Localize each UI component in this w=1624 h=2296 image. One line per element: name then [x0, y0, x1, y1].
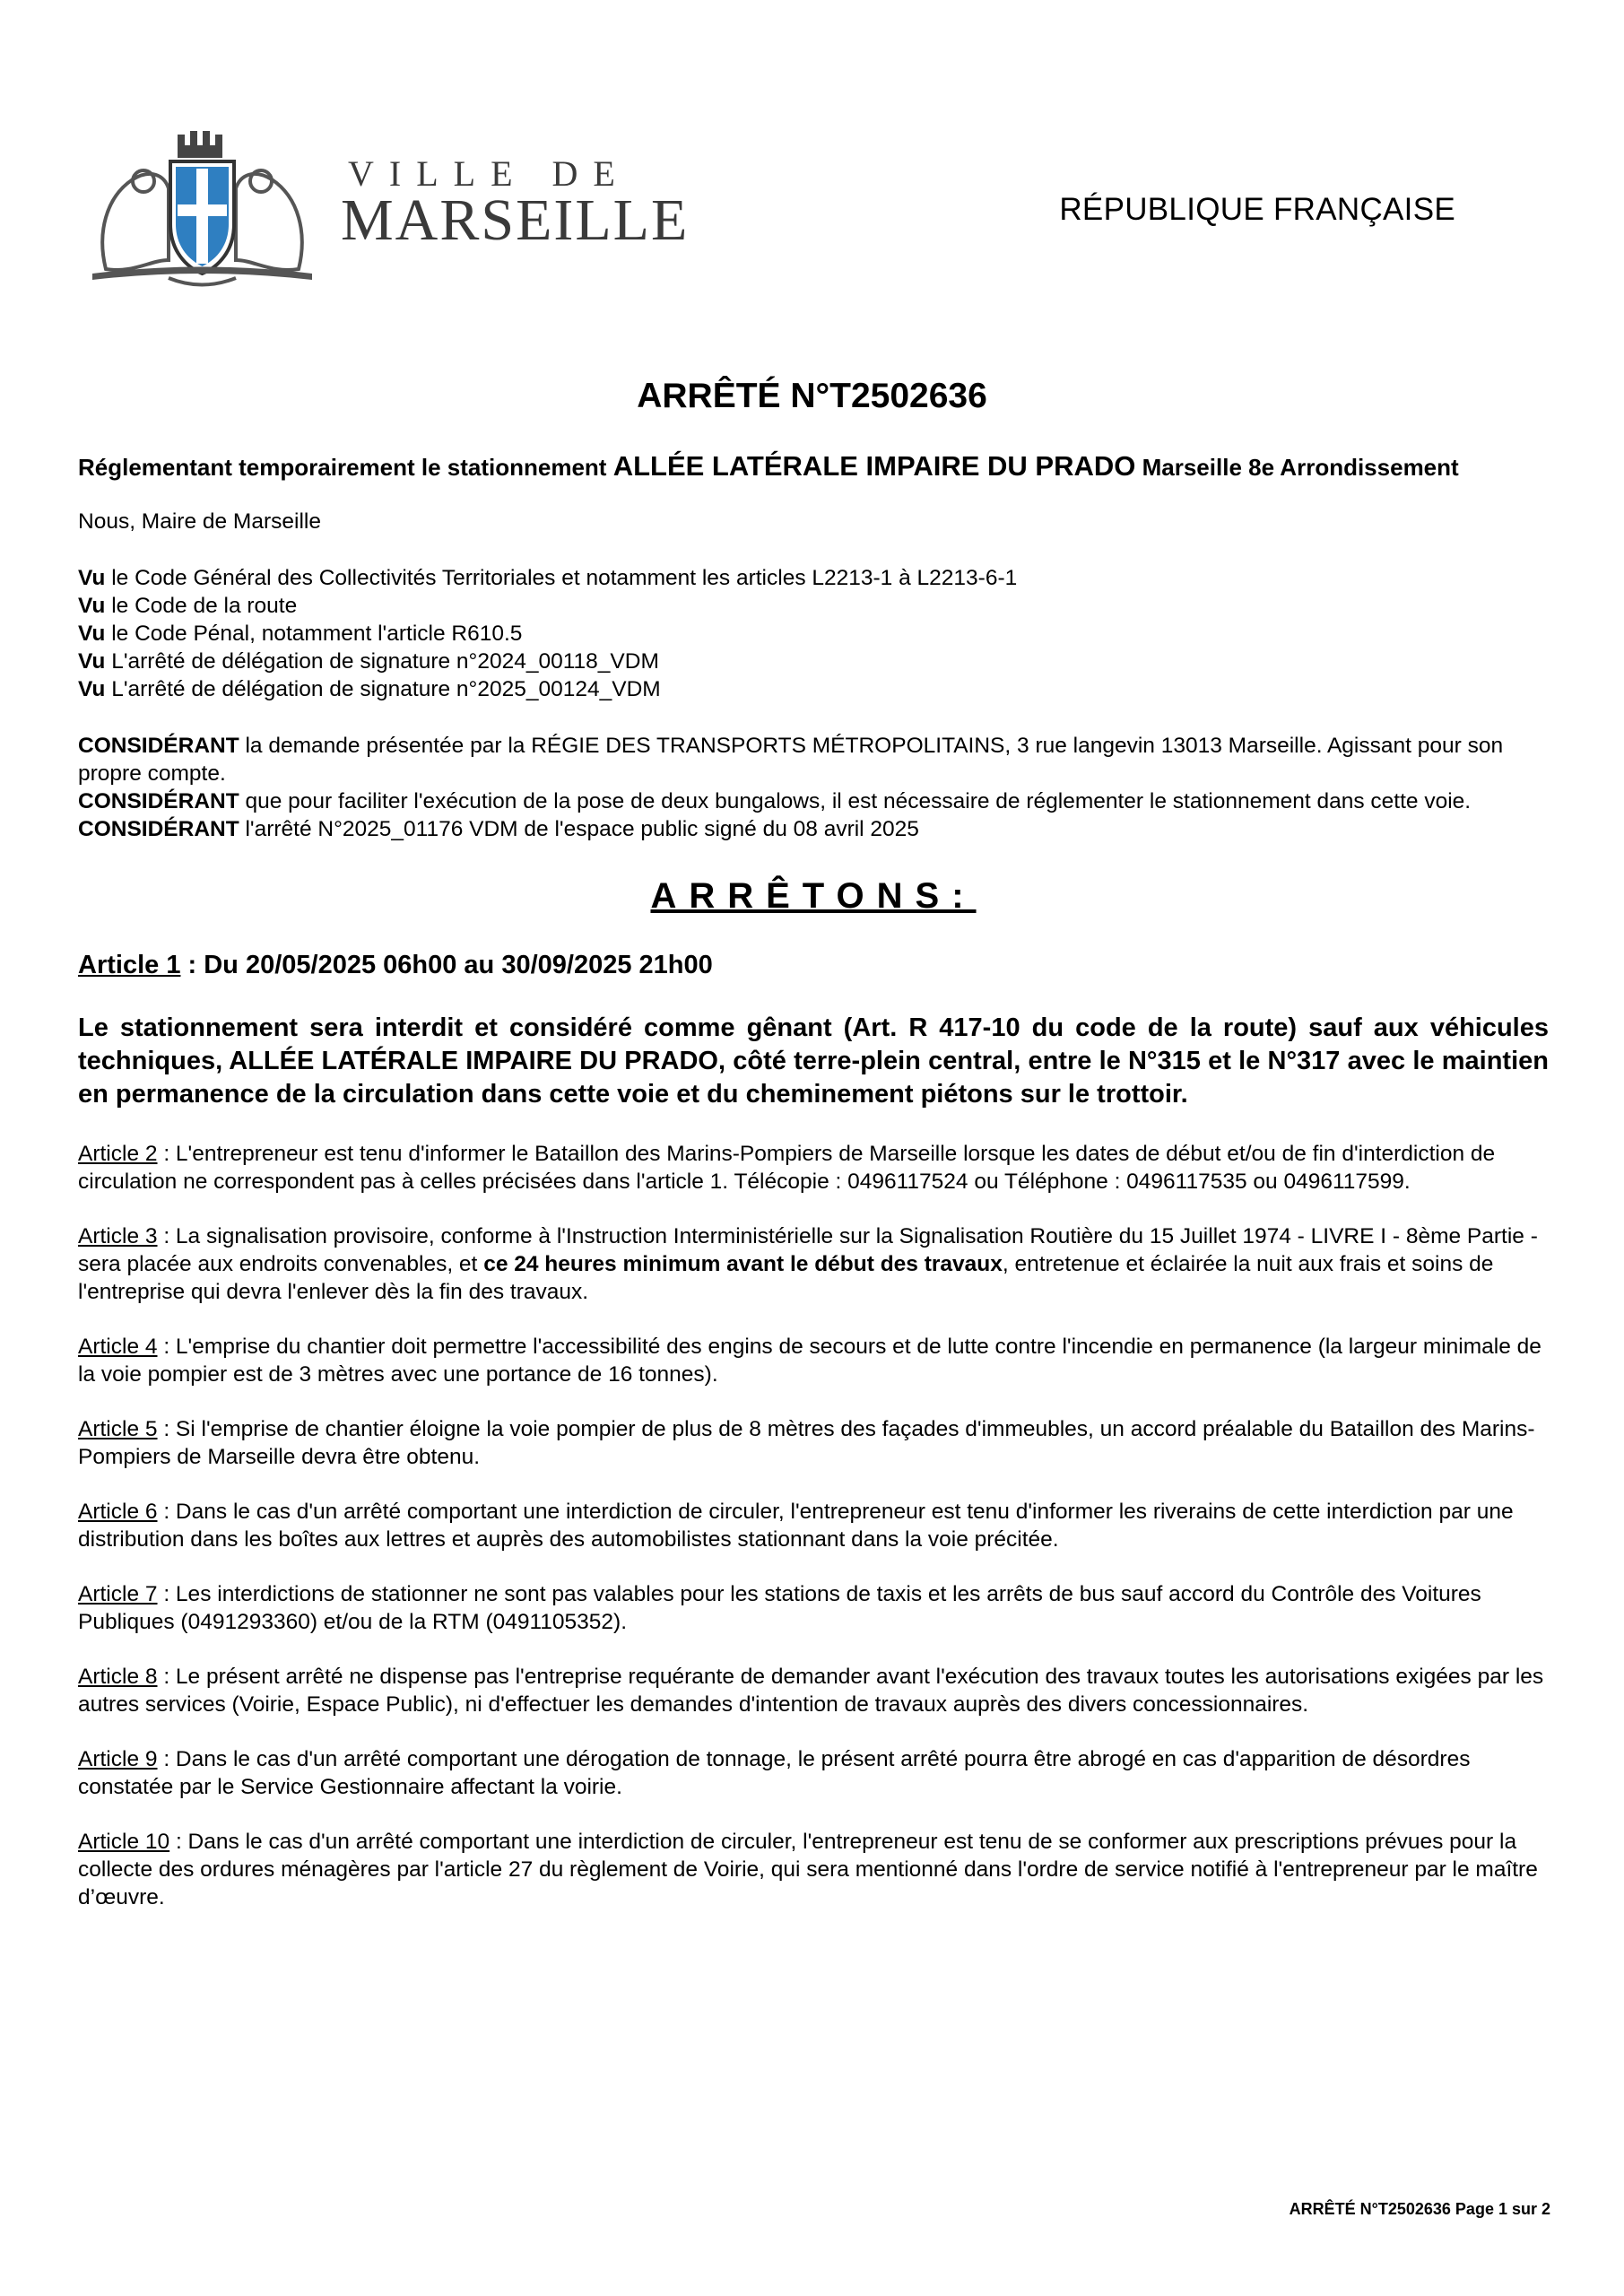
article-text: : L'emprise du chantier doit permettre l'accessibilité des engins de secours et de lutte contre l'incendie en permanence (la largeur minimale de la voie pompier est de 3 mètres avec une portance de 16 tonnes). — [78, 1335, 1541, 1387]
marseille-coat-of-arms-icon — [79, 126, 326, 291]
article-label: Article 9 — [78, 1747, 158, 1771]
considerant-text: la demande présentée par la RÉGIE DES TRANSPORTS MÉTROPOLITAINS, 3 rue langevin 13013 Marseille. Agissant pour son propre compte. — [78, 734, 1504, 786]
article-label: Article 3 — [78, 1224, 158, 1248]
republique-francaise: RÉPUBLIQUE FRANÇAISE — [1059, 192, 1455, 227]
vu-text: le Code Pénal, notamment l'article R610.5 — [105, 622, 523, 646]
logo-ville-de: VILLE DE — [348, 153, 630, 194]
article-7 — [78, 1580, 1549, 1636]
vu-item — [78, 675, 1549, 703]
vu-list — [78, 564, 1549, 703]
vu-text: L'arrêté de délégation de signature n°2025_00124_VDM — [105, 677, 661, 701]
vu-text: le Code de la route — [105, 594, 298, 618]
article-8 — [78, 1663, 1549, 1718]
vu-item — [78, 648, 1549, 675]
decree-content — [78, 508, 1549, 1938]
decree-title: ARRÊTÉ N°T2502636 — [637, 377, 987, 415]
vu-item — [78, 564, 1549, 592]
considerant-item — [78, 787, 1549, 815]
article-text: : La signalisation provisoire, conforme à l'Instruction Interministérielle sur la Signalisation Routière du 15 Juillet 1974 - LIVRE I - 8ème Partie - sera placée aux endroits convenables, et — [78, 1224, 1538, 1276]
article-label: Article 2 — [78, 1142, 158, 1166]
article-1-heading — [78, 952, 1549, 979]
ville-de-marseille-logo — [79, 126, 690, 291]
arretons-heading: ARRÊTONS: — [650, 876, 977, 916]
considerant-item — [78, 815, 1549, 843]
subtitle-part1: Réglementant temporairement le stationnement — [78, 454, 613, 481]
vu-label: Vu — [78, 594, 106, 618]
article-label: Article 7 — [78, 1582, 158, 1606]
article-text: : Dans le cas d'un arrêté comportant une interdiction de circuler, l'entrepreneur est tenu de se conformer aux prescriptions prévues pour la collecte des ordures ménagères par l'article 27 du règlement de Voirie, qui sera mentionné dans l'ordre de service notifié à l'entrepreneur par le maître d’œuvre. — [78, 1830, 1538, 1909]
article-3-emphasis: ce 24 heures minimum avant le début des travaux — [483, 1252, 1003, 1276]
article-1-period: : Du 20/05/2025 06h00 au 30/09/2025 21h00 — [180, 951, 713, 979]
decree-subtitle — [78, 450, 1459, 483]
considerant-label: CONSIDÉRANT — [78, 817, 239, 841]
considerant-text: l'arrêté N°2025_01176 VDM de l'espace public signé du 08 avril 2025 — [239, 817, 919, 841]
article-label: Article 6 — [78, 1500, 158, 1524]
article-1-body: Le stationnement sera interdit et considéré comme gênant (Art. R 417-10 du code de la route) sauf aux véhicules techniques, ALLÉE LATÉRALE IMPAIRE DU PRADO, côté terre-plein central, entre le N°315 et le N°317 avec le maintien en permanence de la circulation dans cette voie et du cheminement piétons sur le trottoir. — [78, 1013, 1549, 1109]
vu-label: Vu — [78, 677, 106, 701]
article-label: Article 4 — [78, 1335, 158, 1359]
article-text: , entretenue et éclairée la nuit aux frais et soins de l'entreprise qui devra l'enlever dès la fin des travaux. — [78, 1252, 1494, 1304]
vu-text: L'arrêté de délégation de signature n°2024_00118_VDM — [105, 649, 659, 674]
article-label: Article 10 — [78, 1830, 170, 1854]
considerant-text: que pour faciliter l'exécution de la pose de deux bungalows, il est nécessaire de réglementer le stationnement dans cette voie. — [239, 789, 1472, 813]
article-text: : Dans le cas d'un arrêté comportant une interdiction de circuler, l'entrepreneur est tenu d'informer les riverains de cette interdiction par une distribution dans les boîtes aux lettres et auprès des automobilistes stationnant dans la voie précitée. — [78, 1500, 1514, 1552]
article-text: : Les interdictions de stationner ne sont pas valables pour les stations de taxis et les arrêts de bus sauf accord du Contrôle des Voitures Publiques (0491293360) et/ou de la RTM (0491105352). — [78, 1582, 1481, 1634]
vu-item — [78, 620, 1549, 648]
vu-item — [78, 592, 1549, 620]
article-text: : L'entrepreneur est tenu d'informer le Bataillon des Marins-Pompiers de Marseille lorsque les dates de début et/ou de fin d'interdiction de circulation ne correspondent pas à celles précisées dans l'article 1. Télécopie : 0496117524 ou Téléphone : 0496117535 ou 0496117599. — [78, 1142, 1496, 1194]
article-label: Article 5 — [78, 1417, 158, 1441]
article-text: : Dans le cas d'un arrêté comportant une dérogation de tonnage, le présent arrêté pourra être abrogé en cas d'apparition de désordres constatée par le Service Gestionnaire affectant la voirie. — [78, 1747, 1471, 1799]
article-10 — [78, 1828, 1549, 1911]
logo-marseille: MARSEILLE — [341, 187, 690, 253]
article-label: Article 1 — [78, 951, 181, 979]
considerant-label: CONSIDÉRANT — [78, 734, 239, 758]
page-footer: ARRÊTÉ N°T2502636 Page 1 sur 2 — [1289, 2200, 1550, 2218]
vu-label: Vu — [78, 649, 106, 674]
article-2 — [78, 1140, 1549, 1196]
article-5 — [78, 1415, 1549, 1471]
article-text: : Si l'emprise de chantier éloigne la voie pompier de plus de 8 mètres des façades d'immeubles, un accord préalable du Bataillon des Marins-Pompiers de Marseille devra être obtenu. — [78, 1417, 1535, 1469]
article-text: : Le présent arrêté ne dispense pas l'entreprise requérante de demander avant l'exécution des travaux toutes les autorisations exigées par les autres services (Voirie, Espace Public), ni d'effectuer les demandes d'intention de travaux auprès des divers concessionnaires. — [78, 1665, 1544, 1717]
vu-text: le Code Général des Collectivités Territoriales et notamment les articles L2213-1 à L2213-6-1 — [105, 566, 1018, 590]
vu-label: Vu — [78, 566, 106, 590]
subtitle-part2: Marseille 8e Arrondissement — [1135, 454, 1459, 481]
article-6 — [78, 1498, 1549, 1553]
article-9 — [78, 1745, 1549, 1801]
considerant-item — [78, 732, 1549, 787]
intro: Nous, Maire de Marseille — [78, 509, 321, 534]
considerant-list — [78, 732, 1549, 843]
article-4 — [78, 1333, 1549, 1388]
article-label: Article 8 — [78, 1665, 158, 1689]
considerant-label: CONSIDÉRANT — [78, 789, 239, 813]
vu-label: Vu — [78, 622, 106, 646]
article-3 — [78, 1222, 1549, 1306]
subtitle-street: ALLÉE LATÉRALE IMPAIRE DU PRADO — [612, 450, 1136, 482]
